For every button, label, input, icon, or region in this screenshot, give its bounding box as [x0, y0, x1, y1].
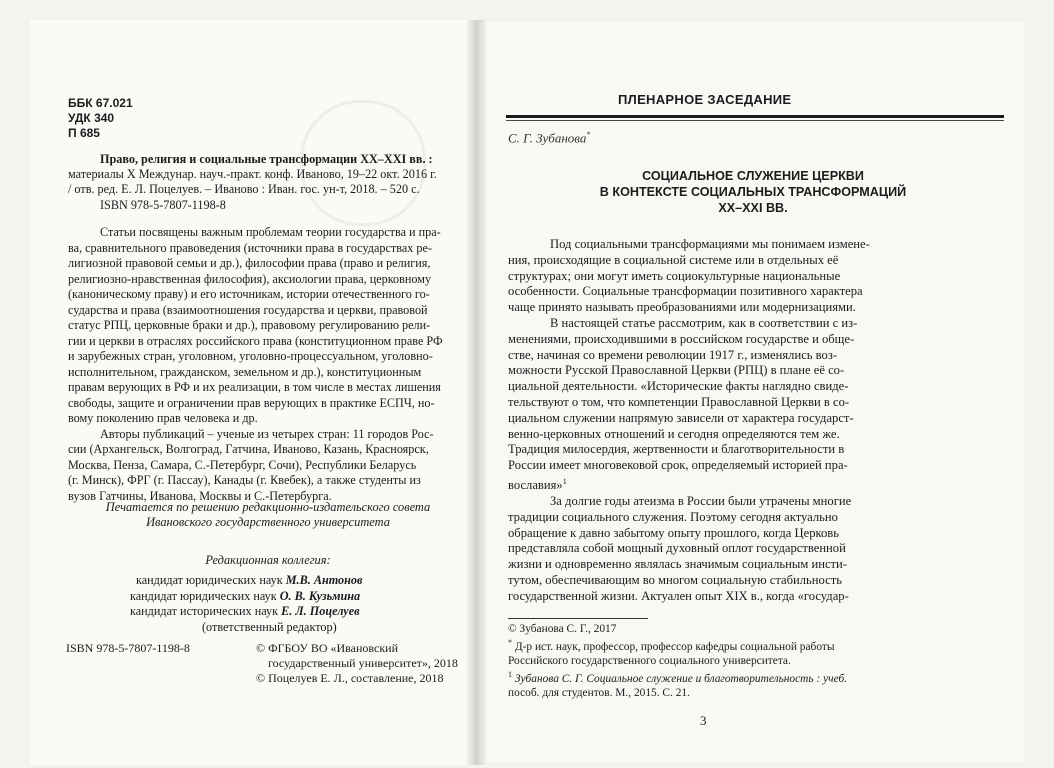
abstract-line: религиозно-нравственная философия), аксиологии права, церковному: [68, 271, 432, 286]
abstract-line: (каноническому праву) и его источникам, истории отечественного го-: [68, 287, 430, 301]
footnote-line: Российского государственного социального университета.: [508, 654, 791, 667]
footnote-line: пособ. для студентов. М., 2015. С. 21.: [508, 686, 690, 699]
footnotes: [508, 622, 998, 700]
author-name: С. Г. Зубанова: [508, 130, 587, 146]
body-line: государственной жизни. Актуален опыт XIX в., когда «государ-: [508, 588, 849, 603]
editorial-board: [130, 573, 362, 635]
copyright-line: © Поцелуев Е. Л., составление, 2018: [256, 671, 444, 685]
body-line: представляла собой мощный духовный оплот государственной: [508, 541, 846, 556]
isbn-line: ISBN 978-5-7807-1198-8: [100, 197, 226, 212]
article-body: [508, 237, 998, 605]
board-degree: кандидат исторических наук: [130, 604, 282, 618]
copyright-line: государственный университет», 2018: [268, 656, 458, 670]
abstract-line: Статьи посвящены важным проблемам теории государства и пра-: [100, 225, 441, 239]
editorial-board-title: Редакционная коллегия:: [205, 553, 331, 567]
footnote: [508, 636, 998, 654]
board-name: М.В. Антонов: [285, 573, 363, 587]
footnote-copyright: © Зубанова С. Г., 2017: [508, 623, 617, 635]
article-title: [508, 168, 998, 216]
book-title: Право, религия и социальные трансформации XX–XXI вв. :: [100, 152, 433, 166]
footnote-text: Зубанова С. Г. Социальное служение и благотворительность : учеб.: [514, 672, 848, 685]
board-name: О. В. Кузьмина: [279, 588, 361, 603]
body-line-text: вославия»: [508, 478, 563, 493]
body-line: циальной деятельности. «Исторические факты наглядно свиде-: [508, 379, 849, 394]
abstract-line: статус РПЦ, церковные браки и др.), правовому регулированию рели-: [68, 318, 431, 332]
abstract-line: свободы, защите и ограничении прав верующих в практике ЕСПЧ, но-: [68, 395, 435, 410]
body-line: менениями, происходившими в российском государстве и обще-: [508, 331, 855, 346]
header-rule: [506, 115, 1004, 118]
body-line: жизни и одновременно являлась значимым социальным инсти-: [508, 557, 847, 572]
running-header: ПЛЕНАРНОЕ ЗАСЕДАНИЕ: [618, 92, 792, 107]
board-note: (ответственный редактор): [202, 619, 337, 634]
abstract: [68, 225, 468, 504]
udk-code: УДК 340: [68, 111, 115, 125]
abstract-line: гии и церкви в отраслях российского права (конституционном праве РФ: [68, 333, 443, 348]
body-line: Традиция милосердия, жертвенности и благотворительности в: [508, 442, 845, 457]
abstract-line: (г. Минск), ФРГ (г. Пассау), Канады (г. Квебек), а также студенты из: [68, 473, 421, 487]
board-name: Е. Л. Поцелуев: [281, 604, 360, 618]
publication-note-line: Печатается по решению редакционно-издательского совета: [105, 500, 431, 514]
body-line: В настоящей статье рассмотрим, как в соответствии с из-: [550, 315, 858, 330]
body-line: циальном служении напрямую зависели от характера государст-: [508, 410, 854, 425]
abstract-line: ва, сравнительного правоведения (источники права в государствах ре-: [68, 240, 432, 255]
book-gutter: [466, 20, 486, 765]
bib-line: / отв. ред. Е. Л. Поцелуев. – Иваново : Иван. гос. ун-т, 2018. – 520 с.: [68, 182, 420, 197]
abstract-line: исполнительном, гражданском, земельном и др.), конституционным: [68, 364, 422, 379]
isbn-bottom: ISBN 978-5-7807-1198-8: [66, 641, 190, 655]
author-footnote-mark: *: [586, 130, 591, 139]
title-line: СОЦИАЛЬНОЕ СЛУЖЕНИЕ ЦЕРКВИ: [642, 169, 864, 183]
publication-note-line: Ивановского государственного университета: [146, 515, 390, 529]
body-line: стве, начиная со времени революции 1917 г., изменялись воз-: [508, 347, 837, 362]
body-line: тельствуют о том, что компетенции Православной Церкви в со-: [508, 394, 850, 409]
title-line: XX–XXI ВВ.: [718, 201, 788, 215]
abstract-line: Авторы публикаций – ученые из четырех стран: 11 городов Рос-: [100, 426, 434, 441]
article-author: [508, 130, 590, 146]
body-line: ния, происходящие в социальной системе или в отдельных её: [508, 252, 839, 267]
header-rule-thin: [506, 120, 1004, 121]
body-line: особенности. Социальные трансформации позитивного характера: [508, 284, 863, 299]
copyright-line: © ФГБОУ ВО «Ивановский: [256, 641, 399, 655]
board-member: [130, 573, 362, 589]
publication-note: [68, 500, 468, 530]
bbk-code: ББК 67.021: [68, 96, 133, 110]
abstract-line: правам верующих в РФ и их реализации, в том числе в местах лишения: [68, 380, 441, 394]
abstract-line: сии (Архангельск, Волгоград, Гатчина, Иваново, Казань, Красноярск,: [68, 442, 429, 456]
abstract-line: лигиозной правовой семьи и др.), философии права (право и религия,: [68, 256, 431, 270]
abstract-line: Москва, Пенза, Самара, С.-Петербург, Сочи), Республики Беларусь: [68, 457, 417, 472]
body-line: России имеет многовековой срок, определяемый историей пра-: [508, 458, 848, 473]
bib-line: материалы X Междунар. науч.-практ. конф. Иваново, 19–22 окт. 2016 г.: [68, 167, 437, 182]
body-line: можности Русской Православной Церкви (РПЦ) в плане её со-: [508, 363, 845, 378]
abstract-line: вузов Гатчины, Иванова, Москвы и С.-Петербурга.: [68, 488, 332, 503]
abstract-line: сударства и права (взаимоотношения государства и церкви, правовой: [68, 302, 428, 317]
footnote-ref: 1: [562, 476, 567, 486]
footnote-mark: *: [508, 638, 512, 647]
body-line: [508, 474, 998, 494]
classification-codes: [68, 96, 133, 141]
copyright-block: [256, 641, 458, 686]
title-line: В КОНТЕКСТЕ СОЦИАЛЬНЫХ ТРАНСФОРМАЦИЙ: [599, 185, 907, 199]
footnote-mark: 1: [508, 669, 512, 679]
body-line: Под социальными трансформациями мы понимаем измене-: [550, 237, 870, 251]
body-line: традиции социального служения. Поэтому сегодня актуально: [508, 509, 838, 524]
footnote-rule: [508, 618, 648, 619]
author-sign-code: П 685: [68, 126, 100, 140]
body-line: чаще принято называть преобразованиями или модернизациями.: [508, 300, 856, 315]
footnote: [508, 668, 998, 686]
abstract-line: и зарубежных стран, уголовном, уголовно-процессуальном, уголовно-: [68, 349, 433, 363]
board-degree: кандидат юридических наук: [130, 588, 280, 603]
bibliographic-record: [68, 152, 468, 213]
board-degree: кандидат юридических наук: [136, 573, 286, 587]
abstract-line: вому поколению прав человека и др.: [68, 411, 258, 425]
footnote-text: Д-р ист. наук, профессор, профессор кафедры социальной работы: [514, 640, 835, 653]
body-line: венно-церковных отношений и сегодня определяются тем же.: [508, 426, 840, 441]
board-member: [130, 589, 362, 605]
board-member: [130, 604, 362, 620]
body-line: обращение к давно забытому опыту прошлого, когда Церковь: [508, 525, 839, 540]
body-line: За долгие годы атеизма в России были утрачены многие: [550, 493, 852, 508]
body-line: тутом, обеспечивающим во многом социальную стабильность: [508, 572, 842, 587]
body-line: структурах; они могут иметь социокультурные национальные: [508, 268, 841, 283]
page-number: 3: [700, 713, 707, 728]
